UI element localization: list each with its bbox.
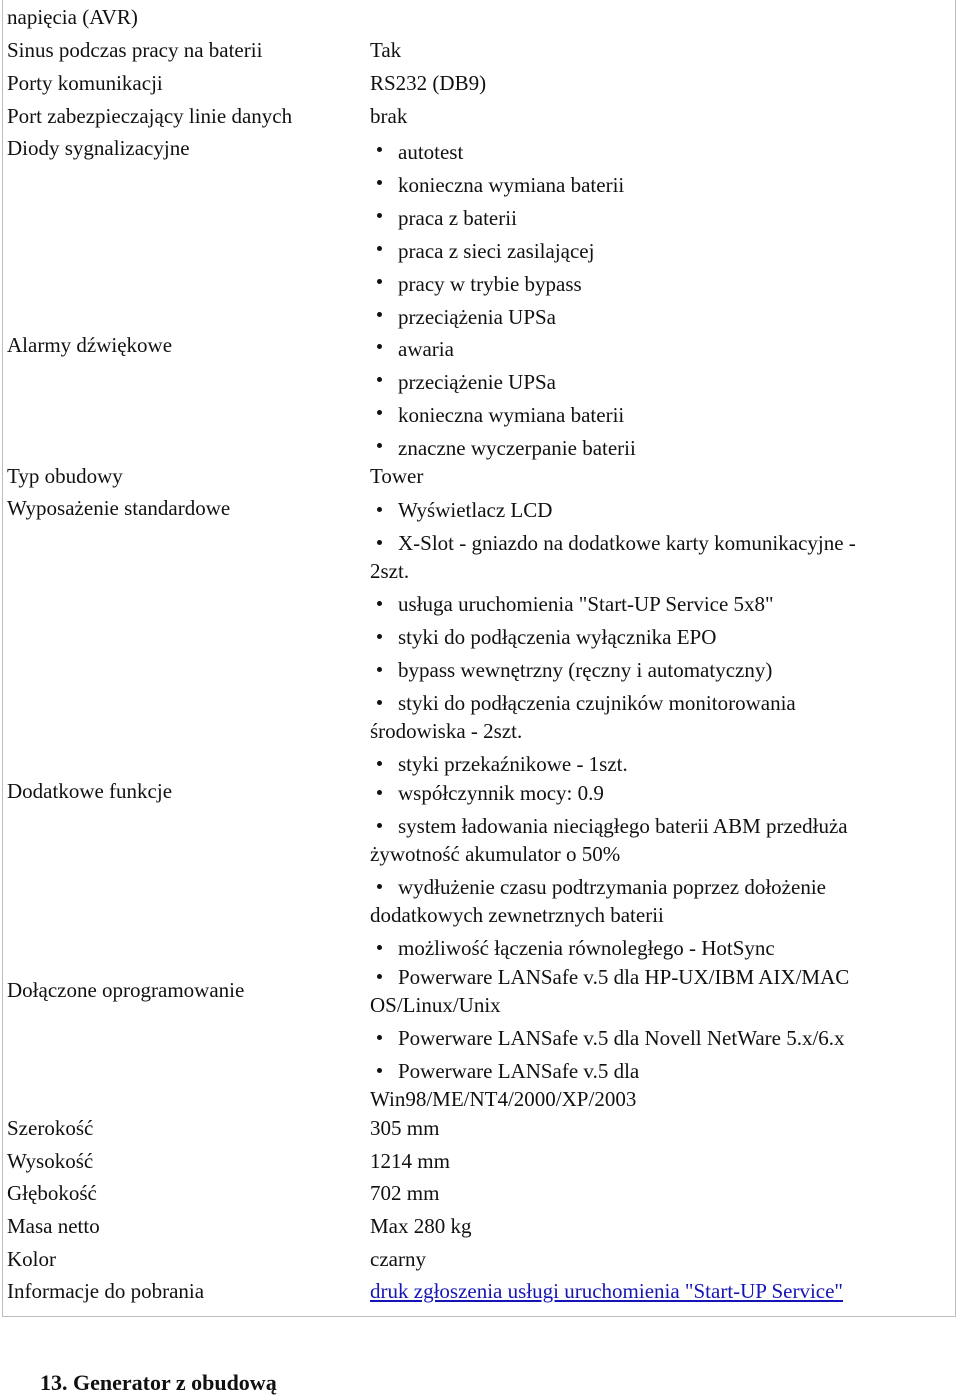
list-item: styki przekaźnikowe - 1szt. — [370, 750, 930, 778]
spec-value: czarny — [370, 1247, 426, 1271]
list-item: znaczne wyczerpanie baterii — [370, 432, 930, 465]
list-item: przeciążenia UPSa — [370, 301, 930, 334]
spec-value: Tak — [370, 38, 402, 62]
spec-value: RS232 (DB9) — [370, 71, 487, 95]
spec-value: Tower — [370, 464, 424, 488]
list-item: usługa uruchomienia "Start-UP Service 5x8" — [370, 590, 930, 618]
spec-label: napięcia (AVR) — [7, 5, 138, 29]
list-item: konieczna wymiana baterii — [370, 169, 930, 202]
spec-label: Masa netto — [7, 1214, 100, 1238]
list-item: możliwość łączenia równoległego - HotSync — [370, 934, 930, 962]
list-item: styki do podłączenia czujników monitorowania środowiska - 2szt. — [370, 689, 930, 745]
spec-label: Alarmy dźwiękowe — [7, 333, 173, 357]
leds-list — [370, 136, 930, 334]
equipment-list — [370, 496, 930, 778]
spec-value: 1214 mm — [370, 1149, 450, 1173]
list-item: praca z baterii — [370, 202, 930, 235]
list-item: awaria — [370, 333, 930, 366]
list-item: bypass wewnętrzny (ręczny i automatyczny) — [370, 656, 930, 684]
spec-value: Max 280 kg — [370, 1214, 472, 1238]
spec-label: Typ obudowy — [7, 464, 123, 488]
list-item: system ładowania nieciągłego baterii ABM przedłuża żywotność akumulator o 50% — [370, 812, 930, 868]
spec-label: Porty komunikacji — [7, 71, 163, 95]
spec-label: Wysokość — [7, 1149, 94, 1173]
alarms-list — [370, 333, 930, 465]
spec-value: 702 mm — [370, 1181, 440, 1205]
spec-label: Informacje do pobrania — [7, 1279, 205, 1303]
list-item: Powerware LANSafe v.5 dla Win98/ME/NT4/2000/XP/2003 — [370, 1057, 930, 1113]
section-heading: 13. Generator z obudową — [40, 1370, 277, 1395]
list-item: Wyświetlacz LCD — [370, 496, 930, 524]
specification-table — [2, 0, 956, 1317]
list-item: styki do podłączenia wyłącznika EPO — [370, 623, 930, 651]
startup-service-form-link[interactable]: druk zgłoszenia usługi uruchomienia "Start-UP Service" — [370, 1279, 844, 1303]
spec-label: Dodatkowe funkcje — [7, 779, 173, 803]
spec-label: Kolor — [7, 1247, 56, 1271]
list-item: współczynnik mocy: 0.9 — [370, 779, 930, 807]
spec-label: Diody sygnalizacyjne — [7, 136, 190, 160]
additional-features-list — [370, 779, 930, 962]
list-item: praca z sieci zasilającej — [370, 235, 930, 268]
list-item: konieczna wymiana baterii — [370, 399, 930, 432]
spec-value: brak — [370, 104, 408, 128]
software-list — [370, 963, 930, 1113]
list-item: Powerware LANSafe v.5 dla HP-UX/IBM AIX/MAC OS/Linux/Unix — [370, 963, 930, 1019]
spec-label: Głębokość — [7, 1181, 97, 1205]
list-item: pracy w trybie bypass — [370, 268, 930, 301]
list-item: przeciążenie UPSa — [370, 366, 930, 399]
list-item: X-Slot - gniazdo na dodatkowe karty komunikacyjne - 2szt. — [370, 529, 930, 585]
spec-label: Wyposażenie standardowe — [7, 496, 231, 520]
list-item: Powerware LANSafe v.5 dla Novell NetWare 5.x/6.x — [370, 1024, 930, 1052]
list-item: autotest — [370, 136, 930, 169]
spec-label: Sinus podczas pracy na baterii — [7, 38, 263, 62]
spec-label: Szerokość — [7, 1116, 94, 1140]
list-item: wydłużenie czasu podtrzymania poprzez dołożenie dodatkowych zewnetrznych baterii — [370, 873, 930, 929]
spec-value: 305 mm — [370, 1116, 440, 1140]
spec-label: Port zabezpieczający linie danych — [7, 104, 293, 128]
spec-label: Dołączone oprogramowanie — [7, 978, 245, 1002]
